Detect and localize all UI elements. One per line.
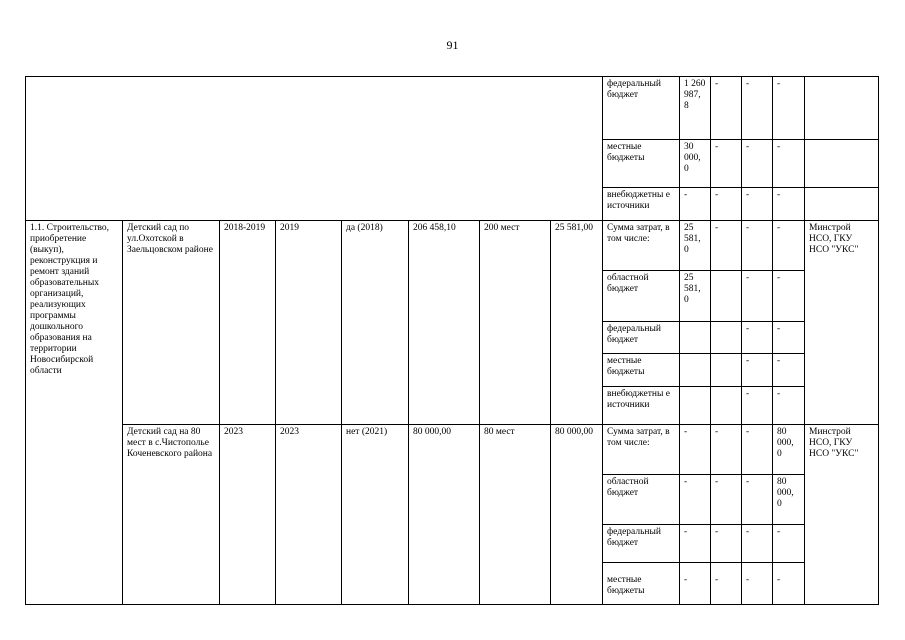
page-number: 91 — [446, 38, 459, 52]
value-cell: - — [742, 271, 773, 322]
object-pd: нет (2021) — [342, 425, 409, 605]
object-name: Детский сад по ул.Охотской в Заельцовском районе — [123, 221, 220, 425]
value-cell: - — [773, 140, 805, 188]
value-cell: - — [711, 77, 742, 140]
value-cell: - — [742, 77, 773, 140]
value-cell: - — [742, 387, 773, 425]
value-cell: - — [773, 271, 805, 322]
object-capacity: 80 мест — [480, 425, 551, 605]
value-cell: 30 000, 0 — [680, 140, 711, 188]
source-cell: местные бюджеты — [603, 563, 680, 605]
value-cell: 80 000, 0 — [773, 475, 805, 525]
value-cell: 25 581, 0 — [680, 221, 711, 271]
object-year: 2023 — [276, 425, 342, 605]
value-cell: - — [742, 188, 773, 221]
value-cell: - — [773, 387, 805, 425]
object-period: 2023 — [220, 425, 276, 605]
value-cell: - — [680, 475, 711, 525]
source-cell: местные бюджеты — [603, 354, 680, 387]
value-cell — [680, 387, 711, 425]
value-cell: - — [742, 425, 773, 475]
value-cell: - — [711, 221, 742, 271]
value-cell: - — [680, 563, 711, 605]
object-year: 2019 — [276, 221, 342, 425]
table-row — [26, 221, 879, 271]
value-cell: 25 581, 0 — [680, 271, 711, 322]
value-cell: - — [680, 188, 711, 221]
value-cell: - — [742, 221, 773, 271]
value-cell: - — [711, 188, 742, 221]
budget-table — [25, 76, 879, 605]
value-cell — [711, 271, 742, 322]
value-cell: 1 260 987, 8 — [680, 77, 711, 140]
object-executor: Минстрой НСО, ГКУ НСО "УКС" — [805, 425, 879, 605]
object-pd: да (2018) — [342, 221, 409, 425]
value-cell — [805, 140, 879, 188]
source-cell: областной бюджет — [603, 271, 680, 322]
continuation-blank — [26, 77, 603, 221]
value-cell: - — [711, 525, 742, 563]
value-cell — [805, 188, 879, 221]
value-cell — [680, 322, 711, 354]
value-cell: - — [711, 425, 742, 475]
value-cell: - — [711, 563, 742, 605]
object-total: 80 000,00 — [551, 425, 603, 605]
value-cell: - — [773, 354, 805, 387]
source-cell: Сумма затрат, в том числе: — [603, 221, 680, 271]
value-cell: - — [773, 322, 805, 354]
source-cell: местные бюджеты — [603, 140, 680, 188]
value-cell: - — [680, 525, 711, 563]
object-cost: 80 000,00 — [409, 425, 480, 605]
object-cost: 206 458,10 — [409, 221, 480, 425]
source-cell: федеральный бюджет — [603, 525, 680, 563]
value-cell: - — [742, 354, 773, 387]
source-cell: федеральный бюджет — [603, 77, 680, 140]
object-period: 2018-2019 — [220, 221, 276, 425]
value-cell: - — [742, 140, 773, 188]
value-cell: 80 000, 0 — [773, 425, 805, 475]
value-cell — [711, 354, 742, 387]
source-cell: федеральный бюджет — [603, 322, 680, 354]
value-cell: - — [742, 322, 773, 354]
value-cell — [711, 322, 742, 354]
table-row — [26, 77, 879, 140]
value-cell: - — [742, 525, 773, 563]
value-cell: - — [680, 425, 711, 475]
value-cell: - — [773, 221, 805, 271]
value-cell: - — [773, 525, 805, 563]
value-cell — [805, 77, 879, 140]
object-executor: Минстрой НСО, ГКУ НСО "УКС" — [805, 221, 879, 425]
value-cell — [711, 387, 742, 425]
object-capacity: 200 мест — [480, 221, 551, 425]
value-cell: - — [711, 475, 742, 525]
source-cell: областной бюджет — [603, 475, 680, 525]
value-cell — [680, 354, 711, 387]
value-cell: - — [742, 475, 773, 525]
value-cell: - — [773, 188, 805, 221]
value-cell: - — [711, 140, 742, 188]
value-cell: - — [773, 77, 805, 140]
table-row — [26, 425, 879, 475]
source-cell: Сумма затрат, в том числе: — [603, 425, 680, 475]
source-cell: внебюджетны е источники — [603, 188, 680, 221]
value-cell: - — [742, 563, 773, 605]
object-total: 25 581,00 — [551, 221, 603, 425]
section-title: 1.1. Строительство, приобретение (выкуп), реконструкция и ремонт зданий образовательных организаций, реализующих программы дошкольного образования на территории Новосибирской области — [26, 221, 123, 605]
value-cell: - — [773, 563, 805, 605]
object-name: Детский сад на 80 мест в с.Чистополье Коченевского района — [123, 425, 220, 605]
source-cell: внебюджетны е источники — [603, 387, 680, 425]
